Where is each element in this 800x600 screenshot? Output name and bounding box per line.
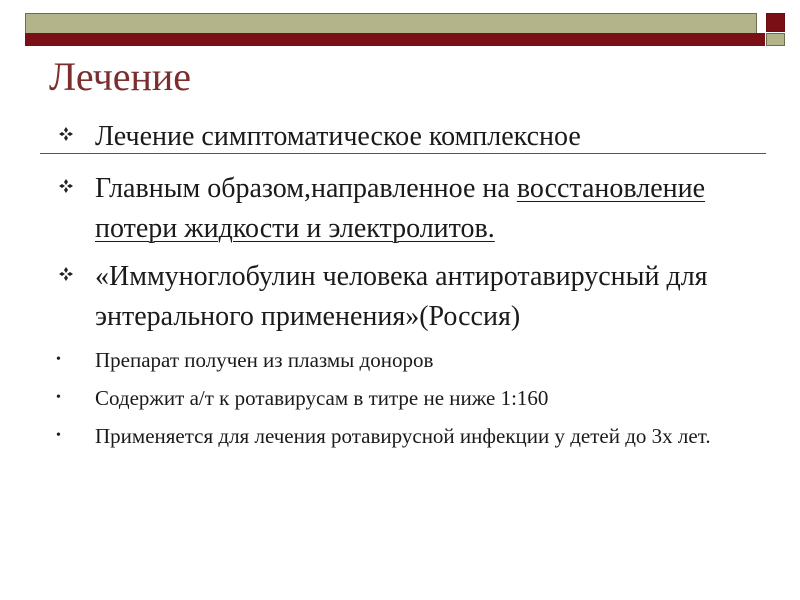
header-square-olive [766, 33, 785, 46]
list-item [48, 383, 768, 413]
bullet-dot-icon: • [56, 390, 61, 405]
header-square-maroon [766, 13, 785, 32]
list-item [48, 169, 768, 249]
diamond-cluster-icon [48, 257, 95, 297]
list-item-text: Лечение симптоматическое комплексное [95, 121, 581, 152]
header-bar-olive [25, 13, 757, 34]
bullet-dot-icon: • [56, 352, 61, 367]
list-item-text: Главным образом,направленное на [95, 173, 517, 204]
list-item [48, 421, 768, 451]
diamond-cluster-icon [48, 169, 95, 209]
list-item [48, 345, 768, 375]
list-item-text: Применяется для лечения ротавирусной инфекции у детей до 3х лет. [95, 424, 711, 448]
list-item [48, 117, 768, 157]
list-item-text: «Иммуноглобулин человека антиротавирусный для энтерального применения»(Россия) [95, 261, 708, 332]
diamond-cluster-icon [48, 117, 95, 157]
header-bar-maroon [25, 33, 765, 46]
list-item-text: Содержит а/т к ротавирусам в титре не ниже 1:160 [95, 386, 549, 410]
slide-title: Лечение [49, 54, 192, 99]
bullet-list [48, 117, 768, 459]
list-item-text: Препарат получен из плазмы доноров [95, 348, 434, 372]
list-item-text-underlined: восстановление потери жидкости и электролитов. [95, 173, 706, 244]
list-item [48, 257, 768, 337]
bullet-dot-icon: • [56, 428, 61, 443]
